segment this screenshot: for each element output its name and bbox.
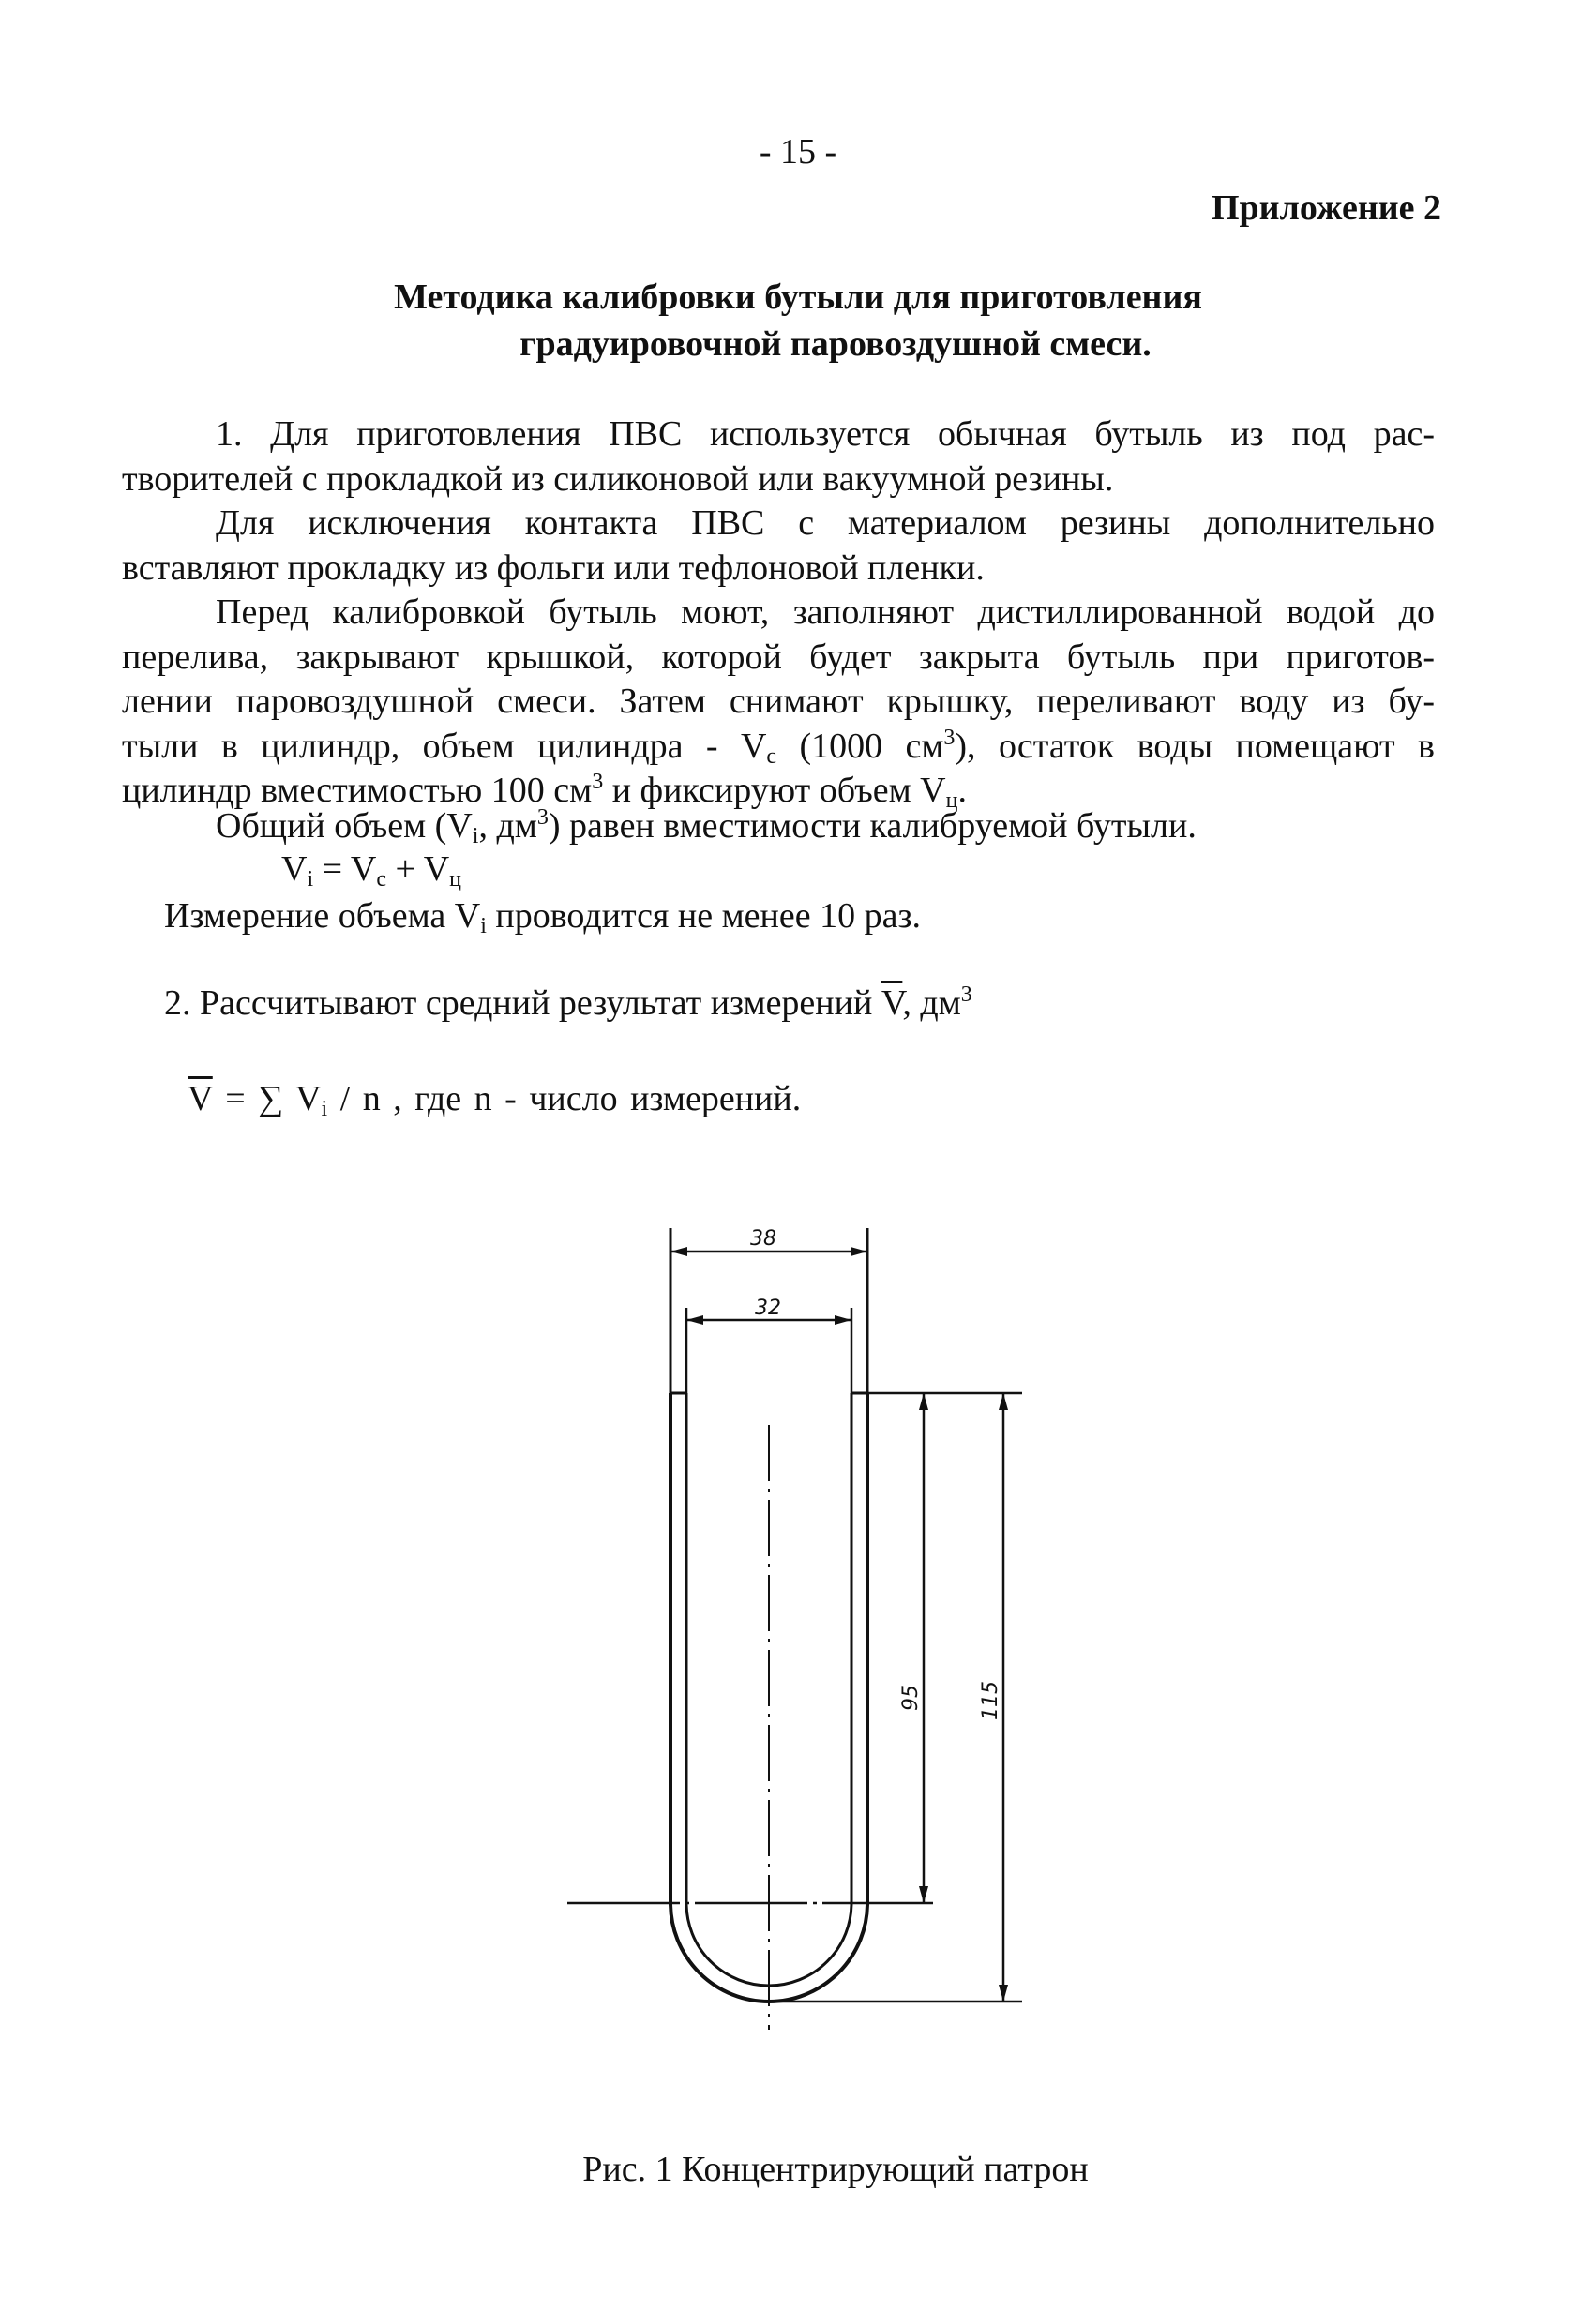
text-fragment: V [281,849,308,889]
paragraph-1 [122,412,1435,502]
item-2 [164,982,972,1024]
appendix-label: Приложение 2 [1211,188,1441,228]
text-fragment: (1000 см [776,726,944,766]
superscript: 3 [536,805,549,830]
title-line-2: градуировочной паровоздушной смеси. [519,324,1152,364]
subscript: ц [945,788,958,813]
paragraph-3-line-2: перелива, закрывают крышкой, которой будет закрыта бутыль при приготов- [122,637,1435,677]
superscript: 3 [960,982,972,1007]
paragraph-3-line-3: лении паровоздушной смеси. Затем снимают крышку, переливают воду из бу- [122,682,1435,721]
mean-v-symbol: $\overline{V}$ [188,1079,213,1118]
subscript: ц [449,867,461,892]
dimension-total-height [979,1393,1008,2002]
dimension-outer-width-label: 38 [750,1227,776,1251]
text-fragment: тыли в цилиндр, объем цилиндра - V [122,726,767,766]
text-fragment: , дм [478,806,537,846]
text-fragment: . [957,771,967,810]
formula-total-volume [281,848,461,890]
subscript: i [472,824,479,848]
page-number: - 15 - [759,132,837,172]
dimension-inner-width-label: 32 [755,1297,781,1320]
text-fragment: цилиндр вместимостью 100 см [122,771,593,810]
dimension-inner-height-label: 95 [899,1685,923,1711]
text-fragment: и фиксируют объем V [603,771,946,810]
formula-mean [188,1078,801,1119]
cartridge-drawing [563,1209,1031,2053]
text-fragment: 2. Рассчитывают средний результат измерений [164,983,881,1023]
text-fragment: , дм [902,983,961,1023]
measurement-note [164,895,921,937]
paragraph-1-line-2: творителей с прокладкой из силиконовой или вакуумной резины. [122,458,1114,499]
figure-caption: Рис. 1 Концентрирующий патрон [582,2150,1089,2189]
superscript: 3 [592,770,604,794]
text-fragment: = V [313,849,377,889]
text-fragment: = ∑ V [212,1079,322,1118]
subscript: c [766,743,777,769]
paragraph-4-line-1 [122,804,1435,849]
dimension-total-height-label: 115 [979,1681,1002,1720]
text-fragment: Измерение объема V [164,896,481,936]
subscript: c [376,867,386,892]
text-fragment: / n , где n - число измерений. [327,1079,802,1118]
superscript: 3 [943,725,956,750]
text-fragment: + V [385,849,450,889]
subscript: i [480,914,487,938]
text-fragment: ) равен вместимости калибруемой бутыли. [548,806,1197,846]
paragraph-1-line-1: 1. Для приготовления ПВС используется обычная бутыль из под рас- [216,414,1435,454]
paragraph-3-line-1: Перед калибровкой бутыль моют, заполняют дистиллированной водой до [216,592,1435,632]
paragraph-3-line-4 [122,725,1435,770]
paragraph-4 [122,804,1435,849]
subscript: i [321,1097,328,1121]
document-title [0,274,1596,367]
text-fragment: ), остаток воды помещают в [955,726,1435,766]
text-fragment: Общий объем (V [216,806,473,846]
mean-v-symbol: $\overline{V}$ [881,983,903,1023]
text-fragment: проводится не менее 10 раз. [486,896,921,936]
paragraph-2-line-1: Для исключения контакта ПВС с материалом резины дополнительно [216,503,1435,543]
paragraph-2-line-2: вставляют прокладку из фольги или тефлоновой пленки. [122,547,985,588]
dimension-inner-width [686,1297,851,1397]
paragraph-2 [122,502,1435,591]
dimension-inner-height [899,1393,928,1903]
paragraph-3 [122,591,1435,814]
title-line-1: Методика калибровки бутыли для приготовления [394,277,1202,317]
subscript: i [307,867,314,892]
